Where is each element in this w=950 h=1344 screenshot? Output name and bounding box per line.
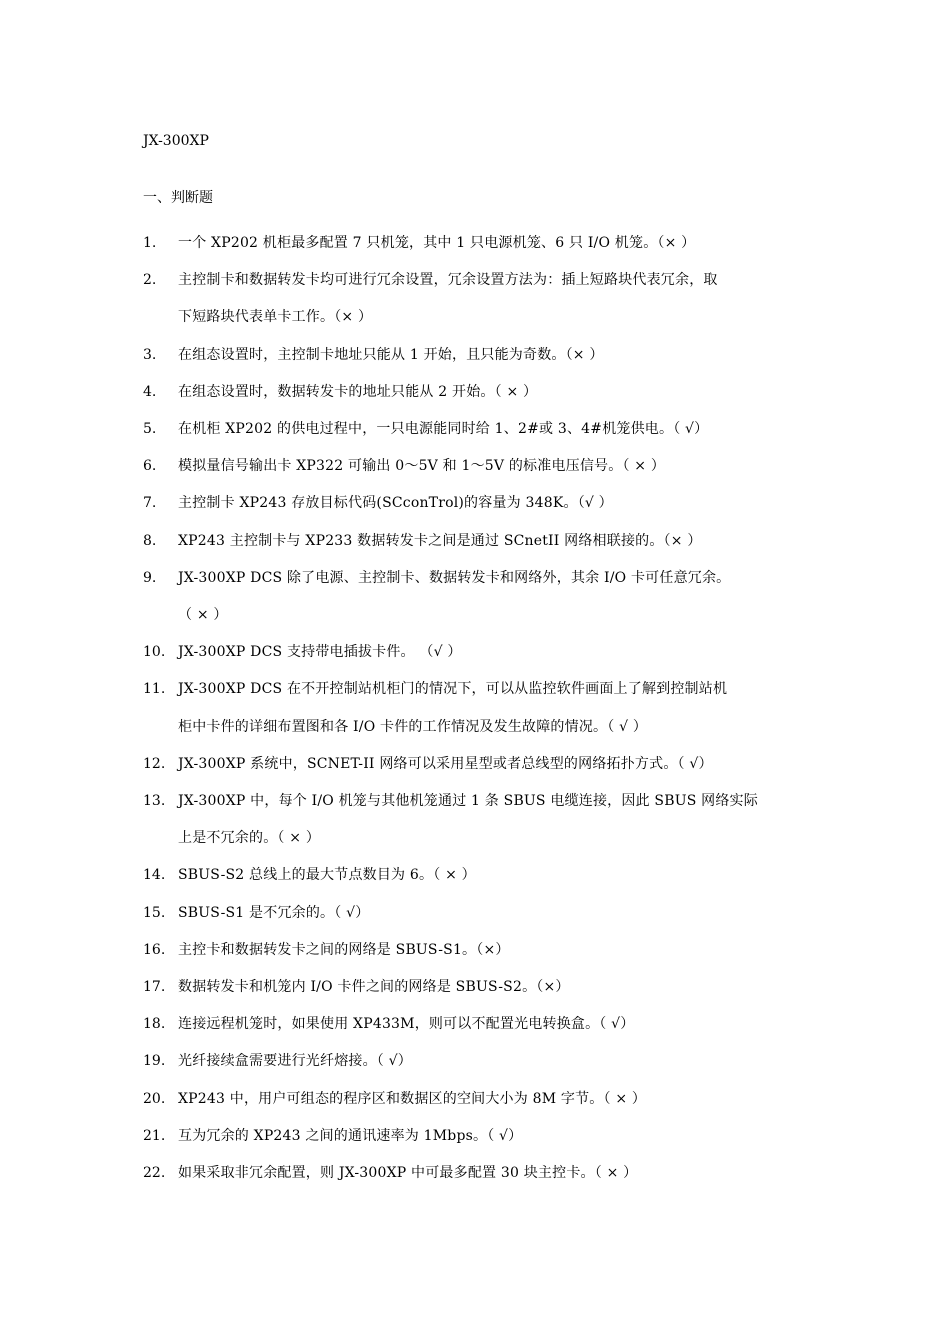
question-item — [143, 634, 813, 671]
question-item — [143, 485, 813, 522]
question-item — [143, 448, 813, 485]
question-text — [178, 1155, 813, 1192]
question-item — [143, 1043, 813, 1080]
question-item — [143, 671, 813, 745]
question-item — [143, 783, 813, 857]
question-text-line: SBUS-S2 总线上的最大节点数目为 6。（ × ） — [178, 867, 476, 884]
question-text-line: 如果采取非冗余配置，则 JX-300XP 中可最多配置 30 块主控卡。（ × ） — [178, 1165, 638, 1182]
question-item — [143, 374, 813, 411]
question-text-line: 数据转发卡和机笼内 I/O 卡件之间的网络是 SBUS-S2。（×） — [178, 979, 570, 996]
question-item — [143, 225, 813, 262]
question-number: 21. — [143, 1127, 166, 1144]
question-number: 22. — [143, 1165, 166, 1182]
question-text-line: XP243 中，用户可组态的程序区和数据区的空间大小为 8M 字节。（ × ） — [178, 1090, 647, 1107]
question-item — [143, 1081, 813, 1118]
question-number: 19. — [143, 1053, 166, 1070]
question-number: 8. — [143, 532, 157, 549]
question-item — [143, 1155, 813, 1192]
question-item — [143, 411, 813, 448]
question-item — [143, 969, 813, 1006]
document-title: JX-300XP — [143, 133, 209, 149]
question-text-line: 主控制卡 XP243 存放目标代码(SCconTrol)的容量为 348K。（√ ） — [178, 495, 613, 512]
question-text-line: JX-300XP DCS 在不开控制站机柜门的情况下，可以从监控软件画面上了解到控制站机 — [178, 681, 728, 698]
question-text-line: XP243 主控制卡与 XP233 数据转发卡之间是通过 SCnetII 网络相联接的。（× ） — [178, 532, 702, 549]
question-number: 12. — [143, 755, 166, 772]
question-number: 3. — [143, 346, 157, 363]
question-text — [178, 485, 813, 522]
question-text — [178, 225, 813, 262]
question-text — [178, 671, 813, 745]
question-item — [143, 746, 813, 783]
question-text-line: （ × ） — [178, 607, 228, 624]
question-text-line: 模拟量信号输出卡 XP322 可输出 0～5V 和 1～5V 的标准电压信号。（ × ） — [178, 458, 666, 475]
question-item — [143, 895, 813, 932]
question-text — [178, 448, 813, 485]
question-number: 11. — [143, 681, 166, 698]
question-text — [178, 634, 813, 671]
question-item — [143, 262, 813, 336]
question-text — [178, 969, 813, 1006]
question-text-line: JX-300XP 系统中，SCNET-II 网络可以采用星型或者总线型的网络拓扑方式。（ √） — [178, 755, 713, 772]
question-text-line: JX-300XP DCS 除了电源、主控制卡、数据转发卡和网络外，其余 I/O 卡可任意冗余。 — [178, 569, 731, 586]
question-number: 16. — [143, 941, 166, 958]
question-text-line: 在组态设置时，数据转发卡的地址只能从 2 开始。（ × ） — [178, 383, 538, 400]
question-text-line: 主控制卡和数据转发卡均可进行冗余设置，冗余设置方法为：插上短路块代表冗余，取 — [178, 272, 718, 289]
question-text — [178, 523, 813, 560]
question-text — [178, 560, 813, 634]
question-item — [143, 1118, 813, 1155]
question-text-line: JX-300XP 中，每个 I/O 机笼与其他机笼通过 1 条 SBUS 电缆连接，因此 SBUS 网络实际 — [178, 793, 758, 810]
question-number: 5. — [143, 421, 157, 438]
question-text — [178, 411, 813, 448]
question-text — [178, 337, 813, 374]
question-text-line: 在组态设置时，主控制卡地址只能从 1 开始，且只能为奇数。（× ） — [178, 346, 604, 363]
question-item — [143, 1006, 813, 1043]
question-text-line: 主控卡和数据转发卡之间的网络是 SBUS-S1。（×） — [178, 941, 510, 958]
question-text — [178, 895, 813, 932]
question-list — [143, 225, 813, 1192]
question-number: 2. — [143, 272, 157, 289]
question-text — [178, 374, 813, 411]
question-number: 7. — [143, 495, 157, 512]
question-number: 15. — [143, 904, 166, 921]
question-text-line: SBUS-S1 是不冗余的。（ √） — [178, 904, 370, 921]
question-text — [178, 1043, 813, 1080]
question-text — [178, 857, 813, 894]
question-number: 18. — [143, 1016, 166, 1033]
section-heading: 一、判断题 — [143, 190, 213, 206]
question-number: 13. — [143, 793, 166, 810]
question-number: 4. — [143, 383, 157, 400]
question-text — [178, 262, 813, 336]
question-number: 1. — [143, 235, 157, 251]
question-text-line: 一个 XP202 机柜最多配置 7 只机笼，其中 1 只电源机笼、6 只 I/O 机笼。（× ） — [178, 235, 696, 251]
question-text-line: JX-300XP DCS 支持带电插拔卡件。 （√ ） — [178, 644, 462, 661]
question-item — [143, 523, 813, 560]
question-text — [178, 1118, 813, 1155]
question-item — [143, 337, 813, 374]
question-text — [178, 746, 813, 783]
question-item — [143, 857, 813, 894]
question-item — [143, 560, 813, 634]
question-text-line: 柜中卡件的详细布置图和各 I/O 卡件的工作情况及发生故障的情况。（ √ ） — [178, 718, 648, 735]
question-number: 10. — [143, 644, 166, 661]
question-text-line: 下短路块代表单卡工作。（× ） — [178, 309, 373, 326]
question-text — [178, 1006, 813, 1043]
question-number: 17. — [143, 979, 166, 996]
question-text — [178, 932, 813, 969]
question-item — [143, 932, 813, 969]
question-text — [178, 783, 813, 857]
question-text-line: 连接远程机笼时，如果使用 XP433M，则可以不配置光电转换盒。（ √） — [178, 1016, 635, 1033]
question-number: 20. — [143, 1090, 166, 1107]
question-text-line: 在机柜 XP202 的供电过程中，一只电源能同时给 1、2#或 3、4#机笼供电。（ √） — [178, 421, 709, 438]
question-number: 14. — [143, 867, 166, 884]
question-text-line: 互为冗余的 XP243 之间的通讯速率为 1Mbps。（ √） — [178, 1127, 523, 1144]
question-number: 6. — [143, 458, 157, 475]
question-text-line: 光纤接续盒需要进行光纤熔接。（ √） — [178, 1053, 412, 1070]
question-text-line: 上是不冗余的。（ × ） — [178, 830, 321, 847]
question-text — [178, 1081, 813, 1118]
question-number: 9. — [143, 569, 157, 586]
